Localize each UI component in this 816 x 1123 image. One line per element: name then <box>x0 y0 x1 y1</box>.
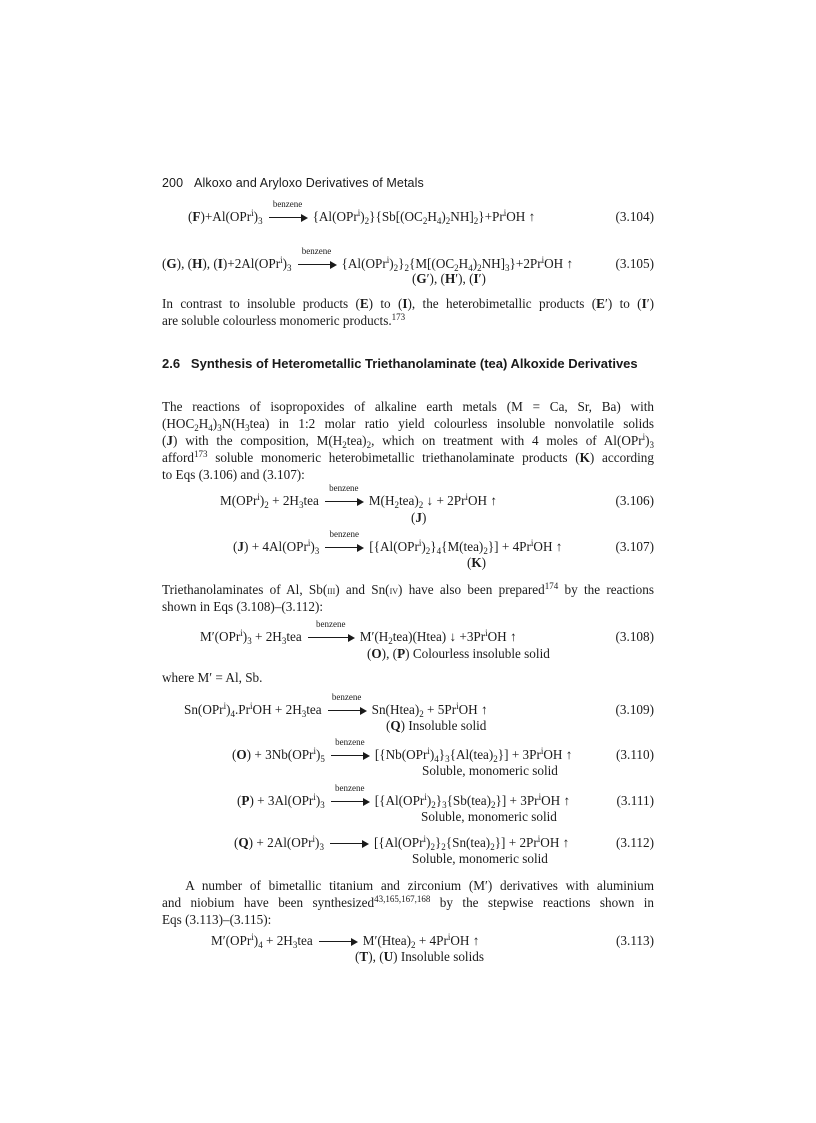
running-title: Alkoxo and Aryloxo Derivatives of Metals <box>194 176 424 190</box>
equation-lhs: (G), (H), $(I)+2Al(OPr^i)_3$ <box>162 255 292 273</box>
equation-3-113 <box>211 932 479 949</box>
equation-3-111 <box>237 783 571 810</box>
equation-3-106 <box>220 483 497 510</box>
text-line: are soluble colourless monomeric products.$^{173}$ <box>162 312 406 328</box>
equation-rhs: $M'(Htea)_2 + 4Pr^iOH$ ↑ <box>362 932 480 950</box>
equation-product-label: (K) <box>467 555 487 570</box>
equation-lhs: $(J) + 4Al(OPr^i)_3$ <box>233 538 320 556</box>
equation-lhs: $(O) + 3Nb(OPr^i)_5$ <box>232 746 325 764</box>
running-header <box>162 176 424 190</box>
arrow-label: benzene <box>335 737 365 747</box>
text-line: and niobium have been synthesized$^{43,165,167,168}$ by the stepwise reactions shown in <box>162 894 654 910</box>
section-number: 2.6 <box>162 356 181 371</box>
equation-product-label: Soluble, monomeric solid <box>421 809 557 824</box>
equation-number: (3.112) <box>616 835 654 850</box>
equation-3-110 <box>232 737 573 764</box>
arrow-label: benzene <box>329 483 359 493</box>
equation-number: (3.109) <box>615 702 654 717</box>
equation-rhs: $[\{Al(OPr^i)_2\}_2\{Sn(tea)_2\}] + 2Pr^iOH$ ↑ <box>373 834 570 852</box>
equation-3-105 <box>162 246 574 273</box>
reaction-arrow <box>317 932 359 949</box>
text-line: to Eqs (3.106) and (3.107): <box>162 467 305 482</box>
reaction-arrow <box>323 483 365 509</box>
equation-3-108 <box>200 619 517 646</box>
paragraph-2 <box>162 398 654 483</box>
arrow-label: benzene <box>301 246 332 256</box>
equation-3-109 <box>184 692 488 719</box>
equation-number: (3.104) <box>615 209 654 224</box>
equation-product-label: (T), (U) Insoluble solids <box>355 949 484 964</box>
equation-rhs: $\{Al(OPr^i)_2\}_2\{M[(OC_2H_4)_2NH]_3\}+2Pr^iOH$ ↑ <box>341 255 574 273</box>
text-line: (J) with the composition, $M(H_2tea)_2$, which on treatment with 4 moles of $Al(OPr^i)_3$ <box>162 432 655 450</box>
section-heading <box>162 355 654 372</box>
reaction-arrow <box>323 529 365 555</box>
equation-product-label: (O), (P) Colourless insoluble solid <box>367 646 550 661</box>
equation-lhs: $(P) + 3Al(OPr^i)_3$ <box>237 792 325 810</box>
text-line: shown in Eqs (3.108)–(3.112): <box>162 599 324 614</box>
equation-lhs: $M'(OPr^i)_4 + 2H_3tea$ <box>211 932 313 950</box>
arrow-label: benzene <box>315 619 346 629</box>
equation-number: (3.106) <box>615 493 654 508</box>
equation-number: (3.105) <box>615 256 654 271</box>
equation-rhs: $[\{Nb(OPr^i)_4\}_3\{Al(tea)_2\}] + 3Pr^iOH$ ↑ <box>374 746 573 764</box>
text-line: afford$^{173}$ soluble monomeric heterobimetallic triethanolaminate products (K) according <box>162 449 654 465</box>
text-line: A number of bimetallic titanium and zirconium (M′) derivatives with aluminium <box>162 878 654 893</box>
equation-3-107 <box>233 529 563 556</box>
equation-number: (3.108) <box>615 629 654 644</box>
arrow-label: benzene <box>331 692 362 702</box>
equation-number: (3.111) <box>616 793 654 808</box>
equation-product-label: Soluble, monomeric solid <box>412 851 548 866</box>
paragraph-3 <box>162 581 654 615</box>
equation-rhs: $Sn(Htea)_2 + 5Pr^iOH$ ↑ <box>371 701 488 719</box>
page-number: 200 <box>162 176 184 190</box>
reaction-arrow <box>267 199 309 225</box>
arrow-label: benzene <box>329 529 360 539</box>
arrow-label: benzene <box>335 783 365 793</box>
section-title: Synthesis of Heterometallic Triethanolaminate (tea) Alkoxide Derivatives <box>190 356 638 371</box>
equation-3-104 <box>188 199 536 226</box>
text-line: In contrast to insoluble products (E) to (I), the heterobimetallic products (E′) to (I′) <box>162 296 654 311</box>
equation-lhs: $(F)+Al(OPr^i)_3$ <box>188 208 263 226</box>
equation-lhs: $Sn(OPr^i)_4.Pr^iOH + 2H_3tea$ <box>184 701 322 719</box>
equation-lhs: $M(OPr^i)_2 + 2H_3tea$ <box>220 492 319 510</box>
equation-number: (3.113) <box>616 933 654 948</box>
paragraph-4 <box>162 877 654 928</box>
equation-rhs: $M(H_2tea)_2$ ↓ + $2Pr^iOH$ ↑ <box>368 492 497 510</box>
text-line: Eqs (3.113)–(3.115): <box>162 912 272 927</box>
equation-3-112 <box>234 834 569 851</box>
where-note: where M′ = Al, Sb. <box>162 670 263 685</box>
reaction-arrow <box>296 246 338 272</box>
reaction-arrow <box>328 834 370 851</box>
equation-lhs: $M'(OPr^i)_3 + 2H_3tea$ <box>200 628 302 646</box>
reaction-arrow <box>329 737 371 763</box>
equation-rhs: $[\{Al(OPr^i)_2\}_4\{M(tea)_2\}] + 4Pr^iOH$ ↑ <box>369 538 563 556</box>
arrow-label: benzene <box>272 199 303 209</box>
reaction-arrow <box>326 692 368 718</box>
equation-number: (3.107) <box>615 539 654 554</box>
equation-rhs: $[\{Al(OPr^i)_2\}_3\{Sb(tea)_2\}] + 3Pr^iOH$ ↑ <box>374 792 571 810</box>
reaction-arrow <box>329 783 371 809</box>
reaction-arrow <box>306 619 356 645</box>
equation-product-label: (Q) Insoluble solid <box>386 718 487 733</box>
equation-product-label: (J) <box>411 510 427 525</box>
paragraph-1 <box>162 295 654 329</box>
text-line: Triethanolaminates of Al, Sb(iii) and Sn(iv) have also been prepared$^{174}$ by the reactions <box>162 581 654 597</box>
equation-product-label: (G′), (H′), (I′) <box>412 271 486 286</box>
equation-lhs: $(Q) + 2Al(OPr^i)_3$ <box>234 834 324 852</box>
equation-number: (3.110) <box>616 747 654 762</box>
equation-rhs: $\{Al(OPr^i)_2\}\{Sb[(OC_2H_4)_2NH]_2\}+Pr^iOH$ ↑ <box>312 208 536 226</box>
equation-product-label: Soluble, monomeric solid <box>422 763 558 778</box>
text-line: $(HOC_2H_4)_3N(H_3tea)$ in 1:2 molar ratio yield colourless insoluble nonvolatile solids <box>162 416 654 433</box>
text-line: The reactions of isopropoxides of alkaline earth metals (M = Ca, Sr, Ba) with <box>162 399 654 414</box>
equation-rhs: $M'(H_2tea)(Htea)$ ↓ $+3Pr^iOH$ ↑ <box>359 628 517 646</box>
